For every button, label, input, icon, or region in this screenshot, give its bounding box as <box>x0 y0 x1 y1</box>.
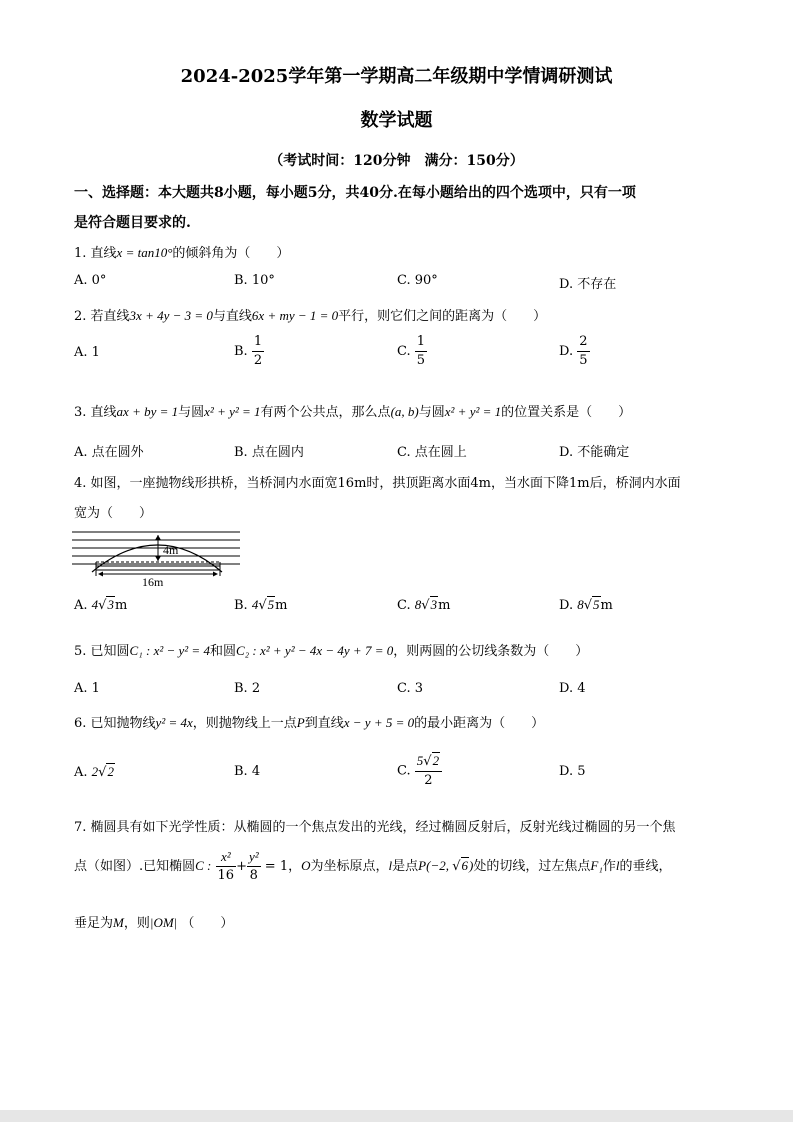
q6-option-b: B. 4 <box>234 764 261 779</box>
q6-option-d: D. 5 <box>559 764 586 779</box>
q1-option-b: B. 10° <box>234 273 275 288</box>
section-heading-line1: 一、选择题：本大题共8小题，每小题5分，共40分.在每小题给出的四个选项中，只有一项 <box>74 185 636 201</box>
q6-option-c: C. $\frac{5√2}{2}$ <box>397 752 442 790</box>
q2-option-a: A. 1 <box>74 345 100 360</box>
q3-option-c: C. 点在圆上 <box>397 445 467 460</box>
ellipse-fraction-y: $\frac{\text{y²}}{8}$ <box>248 849 259 883</box>
q6-c-fraction: $\frac{5√2}{2}$ <box>415 752 442 790</box>
q5-option-c: C. 3 <box>397 681 424 696</box>
q5-option-b: B. 2 <box>234 681 261 696</box>
exam-info: （考试时间：120分钟 满分：150分） <box>269 153 524 169</box>
q4-option-c: C. 8√3m <box>397 597 451 613</box>
q5-option-d: D. 4 <box>559 681 586 696</box>
question-3-stem: 3. 直线ax + by = 1与圆x² + y² = 1有两个公共点，那么点(a, b)与圆x² + y² = 1的位置关系是（ ） <box>74 404 632 420</box>
q4-option-d: D. 8√5m <box>559 597 613 613</box>
ellipse-fraction-x: $\frac{\text{x²}}{16}$ <box>217 849 235 883</box>
q3-option-d: D. 不能确定 <box>559 445 630 460</box>
bridge-arch-figure <box>70 526 245 590</box>
question-7-stem-line3: 垂足为M，则|OM| （ ） <box>74 915 234 931</box>
q4-option-b: B. 4√5m <box>234 597 288 613</box>
q2-option-d: D. $\frac{2}{5}$ <box>559 334 588 368</box>
q2-b-fraction: $\frac{1}{2}$ <box>253 334 263 368</box>
section-heading <box>74 178 734 238</box>
q1-option-c: C. 90° <box>397 273 438 288</box>
q3-option-b: B. 点在圆内 <box>234 445 304 460</box>
question-5-stem: 5. 已知圆C₁ : x² − y² = 4和圆C₂ : x² + y² − 4x − 4y + 7 = 0，则两圆的公切线条数为（ ） <box>74 643 589 659</box>
q1-option-a: A. 0° <box>74 273 107 288</box>
question-7-stem-line1: 7. 椭圆具有如下光学性质：从椭圆的一个焦点发出的光线，经过椭圆反射后，反射光线过椭圆的另一个焦 <box>74 820 676 835</box>
page-bottom-bar <box>0 1110 793 1122</box>
question-4-stem-line2: 宽为（ ） <box>74 506 153 521</box>
question-2-stem: 2. 若直线3x + 4y − 3 = 0与直线6x + my − 1 = 0平行，则它们之间的距离为（ ） <box>74 308 547 324</box>
q4-option-a: A. 4√3m <box>74 597 128 613</box>
q5-option-a: A. 1 <box>74 681 100 696</box>
fig-width-label: 16m <box>142 575 164 589</box>
section-heading-line2: 是符合题目要求的. <box>74 215 191 231</box>
question-4-stem-line1: 4. 如图，一座抛物线形拱桥，当桥洞内水面宽16m时，拱顶距离水面4m，当水面下降1m后，桥洞内水面 <box>74 476 681 491</box>
subject-title: 数学试题 <box>360 110 433 131</box>
q1-option-d: D. 不存在 <box>559 277 617 292</box>
q2-option-c: C. $\frac{1}{5}$ <box>397 334 426 368</box>
exam-title: 2024-2025学年第一学期高二年级期中学情调研测试 <box>180 66 613 87</box>
q2-d-fraction: $\frac{2}{5}$ <box>579 334 588 368</box>
q2-c-fraction: $\frac{1}{5}$ <box>416 334 426 368</box>
question-1-stem: 1. 直线x = tan10°的倾斜角为（ ） <box>74 245 290 261</box>
q6-option-a: A. 2√2 <box>74 764 114 780</box>
q1-expr: x = tan10° <box>116 245 173 260</box>
question-6-stem: 6. 已知抛物线y² = 4x，则抛物线上一点P到直线x − y + 5 = 0的最小距离为（ ） <box>74 715 545 731</box>
question-7-stem-line2: 点（如图）.已知椭圆C : $\frac{\text{x²}}{16}$ + $\frac{\text{y²}}{8}$ = 1，O为坐标原点，l是点P(−2, √6)处的切线，过左焦点F₁作l的垂线， <box>74 849 672 883</box>
q2-option-b: B. $\frac{1}{2}$ <box>234 334 263 368</box>
q3-option-a: A. 点在圆外 <box>74 445 144 460</box>
fig-height-label: 4m <box>163 543 179 557</box>
